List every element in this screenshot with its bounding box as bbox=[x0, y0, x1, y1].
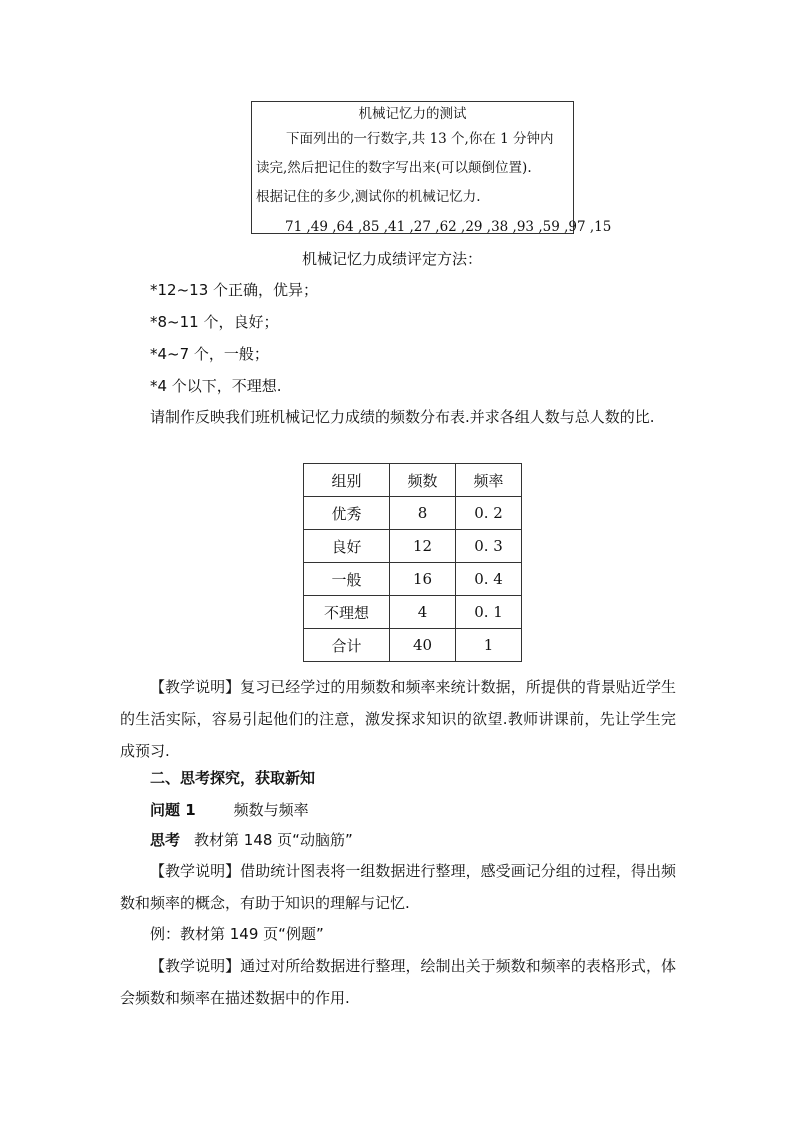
think-text: 教材第 148 页“动脑筋” bbox=[194, 831, 353, 849]
think-label: 思考 bbox=[150, 831, 181, 849]
table-cell: 0. 4 bbox=[456, 563, 522, 596]
table-cell: 16 bbox=[390, 563, 456, 596]
table-cell: 8 bbox=[390, 497, 456, 530]
table-cell: 一般 bbox=[304, 563, 390, 596]
table-cell: 优秀 bbox=[304, 497, 390, 530]
table-cell: 不理想 bbox=[304, 596, 390, 629]
section-heading: 二、思考探究，获取新知 bbox=[150, 769, 316, 787]
memory-test-box bbox=[251, 101, 612, 235]
problem-1-title: 频数与频率 bbox=[233, 801, 309, 819]
problem-1-line bbox=[150, 799, 309, 821]
table-cell: 0. 1 bbox=[456, 596, 522, 629]
table-cell: 4 bbox=[390, 596, 456, 629]
rating-item: *4 个以下，不理想. bbox=[150, 377, 282, 395]
task-paragraph: 请制作反映我们班机械记忆力成绩的频数分布表.并求各组人数与总人数的比. bbox=[150, 408, 655, 426]
table-header-cell: 频数 bbox=[390, 464, 456, 497]
table-header-cell: 频率 bbox=[456, 464, 522, 497]
table-row bbox=[304, 629, 522, 662]
memory-test-line-2: 读完,然后把记住的数字写出来(可以颠倒位置). bbox=[256, 160, 532, 176]
table-cell: 40 bbox=[390, 629, 456, 662]
table-cell: 0. 3 bbox=[456, 530, 522, 563]
table-row bbox=[304, 497, 522, 530]
table-cell: 12 bbox=[390, 530, 456, 563]
rating-item: *12~13 个正确，优异； bbox=[150, 281, 319, 299]
table-row bbox=[304, 563, 522, 596]
example-line: 例：教材第 149 页“例题” bbox=[150, 925, 324, 943]
problem-1-label: 问题 1 bbox=[150, 801, 196, 819]
table-cell: 1 bbox=[456, 629, 522, 662]
frequency-table bbox=[303, 463, 522, 662]
table-row bbox=[304, 596, 522, 629]
table-header-cell: 组别 bbox=[304, 464, 390, 497]
teaching-note-2: 【教学说明】借助统计图表将一组数据进行整理，感受画记分组的过程，得出频数和频率的概念，有助于知识的理解与记忆. bbox=[120, 862, 676, 912]
table-cell: 0. 2 bbox=[456, 497, 522, 530]
memory-test-title: 机械记忆力的测试 bbox=[358, 106, 467, 122]
memory-test-numbers: 71 ,49 ,64 ,85 ,41 ,27 ,62 ,29 ,38 ,93 ,59 ,97 ,15 bbox=[285, 219, 612, 235]
think-line bbox=[150, 829, 353, 851]
table-row bbox=[304, 530, 522, 563]
rating-item: *8~11 个，良好； bbox=[150, 313, 279, 331]
table-cell: 良好 bbox=[304, 530, 390, 563]
memory-test-line-3: 根据记住的多少,测试你的机械记忆力. bbox=[256, 189, 481, 205]
table-cell: 合计 bbox=[304, 629, 390, 662]
rating-item: *4~7 个，一般； bbox=[150, 345, 269, 363]
table-header-row bbox=[304, 464, 522, 497]
teaching-note-1: 【教学说明】复习已经学过的用频数和频率来统计数据，所提供的背景贴近学生的生活实际，容易引起他们的注意，激发探求知识的欲望.教师讲课前，先让学生完成预习. bbox=[120, 678, 676, 760]
rating-heading: 机械记忆力成绩评定方法： bbox=[302, 250, 483, 268]
memory-test-line-1: 下面列出的一行数字,共 13 个,你在 1 分钟内 bbox=[286, 131, 554, 147]
teaching-note-3: 【教学说明】通过对所给数据进行整理，绘制出关于频数和频率的表格形式，体会频数和频率在描述数据中的作用. bbox=[120, 957, 676, 1007]
